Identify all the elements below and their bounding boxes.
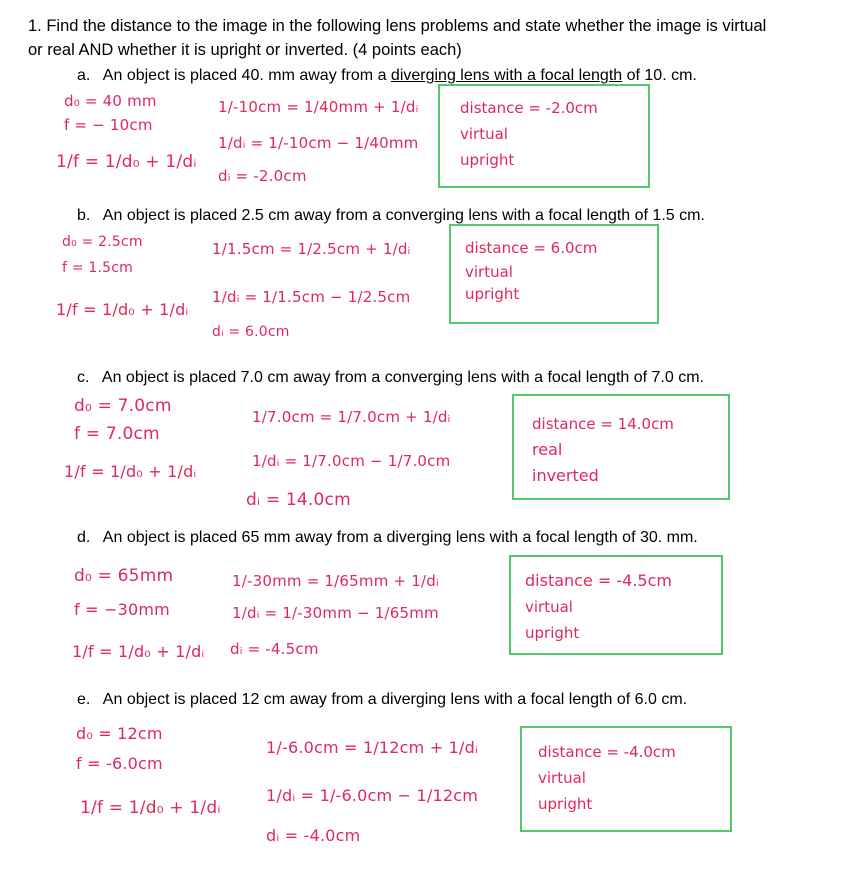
part-b-result: dᵢ = 6.0cm <box>212 324 290 340</box>
part-d-distance: distance = -4.5cm <box>525 571 672 590</box>
part-b-distance: distance = 6.0cm <box>465 239 598 257</box>
part-e-type: virtual <box>538 769 586 787</box>
part-c-given-do: d₀ = 7.0cm <box>74 396 172 416</box>
part-a-underlined-text: diverging lens with a focal length <box>390 67 623 84</box>
part-a-result: dᵢ = -2.0cm <box>218 167 307 185</box>
part-b-given-do: d₀ = 2.5cm <box>62 234 143 250</box>
part-e-formula: 1/f = 1/d₀ + 1/dᵢ <box>80 798 221 818</box>
part-c-label: c. <box>77 369 90 386</box>
part-d-work-2: 1/dᵢ = 1/-30mm − 1/65mm <box>232 604 439 622</box>
part-a-work-1: 1/-10cm = 1/40mm + 1/dᵢ <box>218 98 419 116</box>
part-d-orientation: upright <box>525 624 580 642</box>
part-e-result: dᵢ = -4.0cm <box>266 826 361 845</box>
part-d-work-1: 1/-30mm = 1/65mm + 1/dᵢ <box>232 572 439 590</box>
part-a-answer-box <box>438 84 650 188</box>
part-a-orientation: upright <box>460 151 515 169</box>
part-a-given-do: d₀ = 40 mm <box>64 92 157 110</box>
part-a-distance: distance = -2.0cm <box>460 99 598 117</box>
part-a-formula: 1/f = 1/d₀ + 1/dᵢ <box>56 152 197 172</box>
part-b-prompt: b. An object is placed 2.5 cm away from a converging lens with a focal length of 1.5 cm. <box>77 207 705 224</box>
part-e-given-do: d₀ = 12cm <box>76 724 163 743</box>
part-a-given-f: f = − 10cm <box>64 116 153 134</box>
part-b-label: b. <box>77 207 91 224</box>
question-line-2: or real AND whether it is upright or inverted. (4 points each) <box>28 41 462 59</box>
part-d-prompt: d. An object is placed 65 mm away from a diverging lens with a focal length of 30. mm. <box>77 529 698 546</box>
part-b-formula: 1/f = 1/d₀ + 1/dᵢ <box>56 300 189 319</box>
part-c-given-f: f = 7.0cm <box>74 424 160 444</box>
part-b-given-f: f = 1.5cm <box>62 260 133 276</box>
part-a-prompt: a. An object is placed 40. mm away from a diverging lens with a focal length of 10. cm. <box>77 67 697 84</box>
part-a-work-2: 1/dᵢ = 1/-10cm − 1/40mm <box>218 134 419 152</box>
part-d-formula: 1/f = 1/d₀ + 1/dᵢ <box>72 642 205 661</box>
part-d-given-do: d₀ = 65mm <box>74 566 174 586</box>
part-b-answer-box <box>449 224 659 324</box>
part-c-formula: 1/f = 1/d₀ + 1/dᵢ <box>64 462 197 481</box>
part-a-type: virtual <box>460 125 508 143</box>
part-e-distance: distance = -4.0cm <box>538 743 676 761</box>
part-e-orientation: upright <box>538 795 593 813</box>
part-d-given-f: f = −30mm <box>74 600 170 619</box>
part-c-work-1: 1/7.0cm = 1/7.0cm + 1/dᵢ <box>252 408 451 426</box>
part-d-answer-box <box>509 555 723 655</box>
part-e-work-1: 1/-6.0cm = 1/12cm + 1/dᵢ <box>266 738 479 757</box>
part-c-type: real <box>532 440 563 459</box>
part-e-label: e. <box>77 691 91 708</box>
part-b-orientation: upright <box>465 285 520 303</box>
part-b-type: virtual <box>465 263 513 281</box>
part-c-work-2: 1/dᵢ = 1/7.0cm − 1/7.0cm <box>252 452 451 470</box>
part-e-work-2: 1/dᵢ = 1/-6.0cm − 1/12cm <box>266 786 479 805</box>
part-c-distance: distance = 14.0cm <box>532 415 674 433</box>
part-d-label: d. <box>77 529 91 546</box>
part-b-work-1: 1/1.5cm = 1/2.5cm + 1/dᵢ <box>212 240 411 258</box>
part-e-given-f: f = -6.0cm <box>76 754 163 773</box>
part-b-work-2: 1/dᵢ = 1/1.5cm − 1/2.5cm <box>212 288 411 306</box>
part-c-answer-box <box>512 394 730 500</box>
part-d-type: virtual <box>525 598 573 616</box>
part-a-label: a. <box>77 67 91 84</box>
part-c-result: dᵢ = 14.0cm <box>246 490 351 510</box>
part-d-result: dᵢ = -4.5cm <box>230 640 319 658</box>
part-c-orientation: inverted <box>532 466 599 485</box>
part-c-prompt: c. An object is placed 7.0 cm away from a converging lens with a focal length of 7.0 cm. <box>77 369 704 386</box>
part-e-prompt: e. An object is placed 12 cm away from a diverging lens with a focal length of 6.0 cm. <box>77 691 688 708</box>
part-e-answer-box <box>520 726 732 832</box>
question-line-1: 1. Find the distance to the image in the following lens problems and state whether the image is virtual <box>28 17 767 35</box>
